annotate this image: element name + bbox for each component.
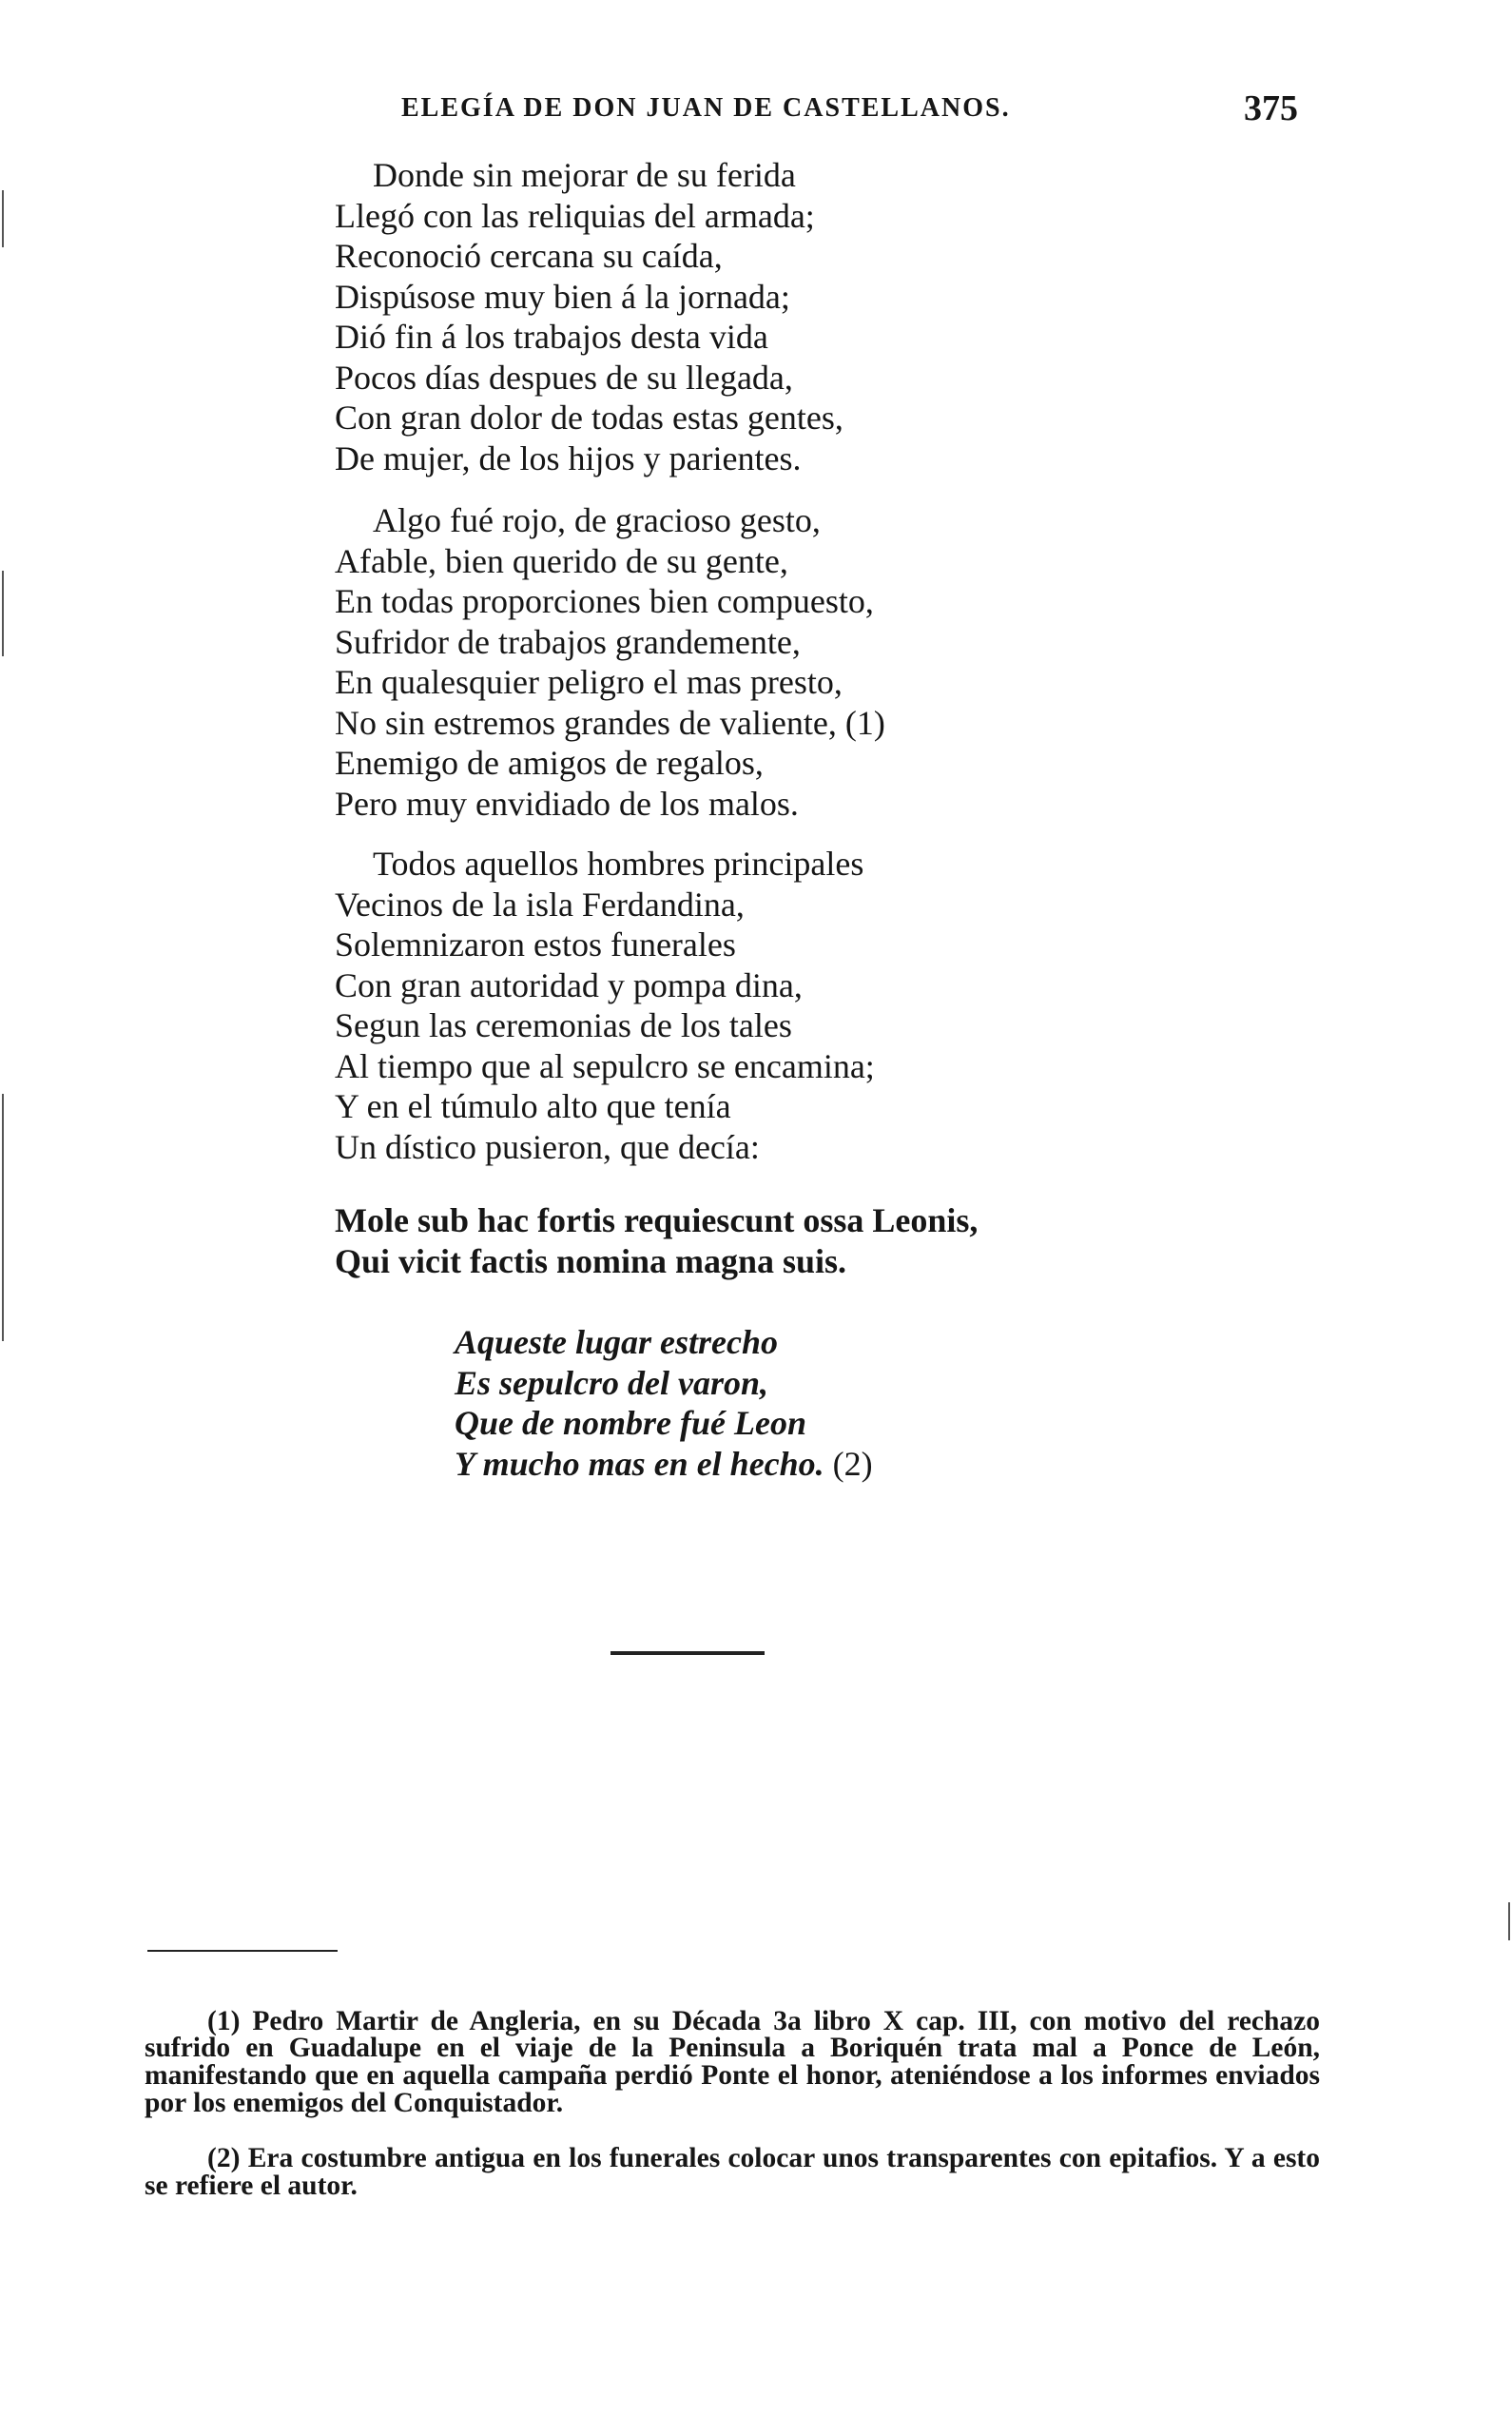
page-number: 375: [1244, 88, 1298, 128]
footnote-mark: (1): [207, 2005, 241, 2036]
verse-line: Algo fué rojo, de gracioso gesto,: [373, 501, 821, 539]
verse-line: En qualesquier peligro el mas presto,: [335, 663, 843, 701]
footnote-text: Pedro Martir de Angleria, en su Década 3a libro X cap. III, con motivo del rechazo sufrido en Guadalupe en el viaje de la Peninsula a Boriquén trata mal a Ponce de León, manifestando que en aquella campaña perdió Ponte el honor, ateniéndose a los informes enviados por los enemigos del Conquistador.: [145, 2005, 1321, 2118]
latin-distich: [335, 1200, 1381, 1281]
verse-line: Pocos días despues de su llegada,: [335, 358, 793, 397]
verse-line: Donde sin mejorar de su ferida: [373, 156, 796, 194]
distich-line: Mole sub hac fortis requiescunt ossa Leonis,: [335, 1201, 979, 1239]
verse-line: Segun las ceremonias de los tales: [335, 1006, 792, 1044]
epitaph-line: Es sepulcro del varon,: [455, 1363, 769, 1402]
stanza-2: [335, 500, 1286, 824]
stanza-1: [335, 155, 1286, 478]
verse-line: Al tiempo que al sepulcro se encamina;: [335, 1046, 875, 1085]
verse-line: Vecinos de la isla Ferdandina,: [335, 885, 745, 924]
verse-line: Solemnizaron estos funerales: [335, 925, 736, 964]
scan-edge-mark: [1508, 1902, 1510, 1940]
page-header: [143, 88, 1298, 141]
verse-line: Sufridor de trabajos grandemente,: [335, 622, 801, 661]
footnote-divider: [147, 1950, 338, 1952]
verse-line: De mujer, de los hijos y parientes.: [335, 438, 802, 477]
verse-line: Dispúsose muy bien á la jornada;: [335, 277, 790, 316]
verse-line: En todas proporciones bien compuesto,: [335, 582, 874, 620]
section-divider: [611, 1651, 765, 1655]
footnotes: [145, 1979, 1320, 2209]
footnote-1: [145, 2005, 1321, 2118]
running-head: ELEGÍA DE DON JUAN DE CASTELLANOS.: [401, 93, 1011, 123]
footnote-reference: (2): [832, 1444, 873, 1483]
verse-line: Con gran autoridad y pompa dina,: [335, 965, 803, 1004]
epitaph-line: Aqueste lugar estrecho: [455, 1323, 779, 1361]
scan-edge-mark: [2, 190, 4, 247]
scan-edge-mark: [2, 571, 4, 656]
footnote-text: Era costumbre antigua en los funerales colocar unos transparentes con epitafios. Y a esto se refiere el autor.: [145, 2142, 1321, 2201]
verse-line: Dió fin á los trabajos desta vida: [335, 318, 768, 356]
verse-line: Pero muy envidiado de los malos.: [335, 784, 799, 823]
epitaph-line: [455, 1444, 1215, 1485]
verse-line: Un dístico pusieron, que decía:: [335, 1127, 760, 1166]
epitaph: [455, 1322, 1215, 1484]
scan-edge-mark: [2, 1094, 4, 1341]
footnote-2: [145, 2142, 1321, 2201]
verse-line: No sin estremos grandes de valiente, (1): [335, 703, 885, 742]
verse-line: Afable, bien querido de su gente,: [335, 541, 788, 580]
distich-line: Qui vicit factis nomina magna suis.: [335, 1241, 847, 1280]
verse-line: Enemigo de amigos de regalos,: [335, 744, 764, 782]
stanza-3: [335, 844, 1286, 1167]
verse-line: Con gran dolor de todas estas gentes,: [335, 399, 843, 437]
footnote-mark: (2): [207, 2142, 241, 2173]
verse-line: Todos aquellos hombres principales: [373, 845, 864, 883]
verse-line: Reconoció cercana su caída,: [335, 237, 723, 275]
verse-line: Llegó con las reliquias del armada;: [335, 196, 815, 235]
epitaph-line: Que de nombre fué Leon: [455, 1404, 806, 1442]
verse-line: Y en el túmulo alto que tenía: [335, 1087, 731, 1125]
epitaph-line-text: Y mucho mas en el hecho.: [455, 1444, 824, 1483]
